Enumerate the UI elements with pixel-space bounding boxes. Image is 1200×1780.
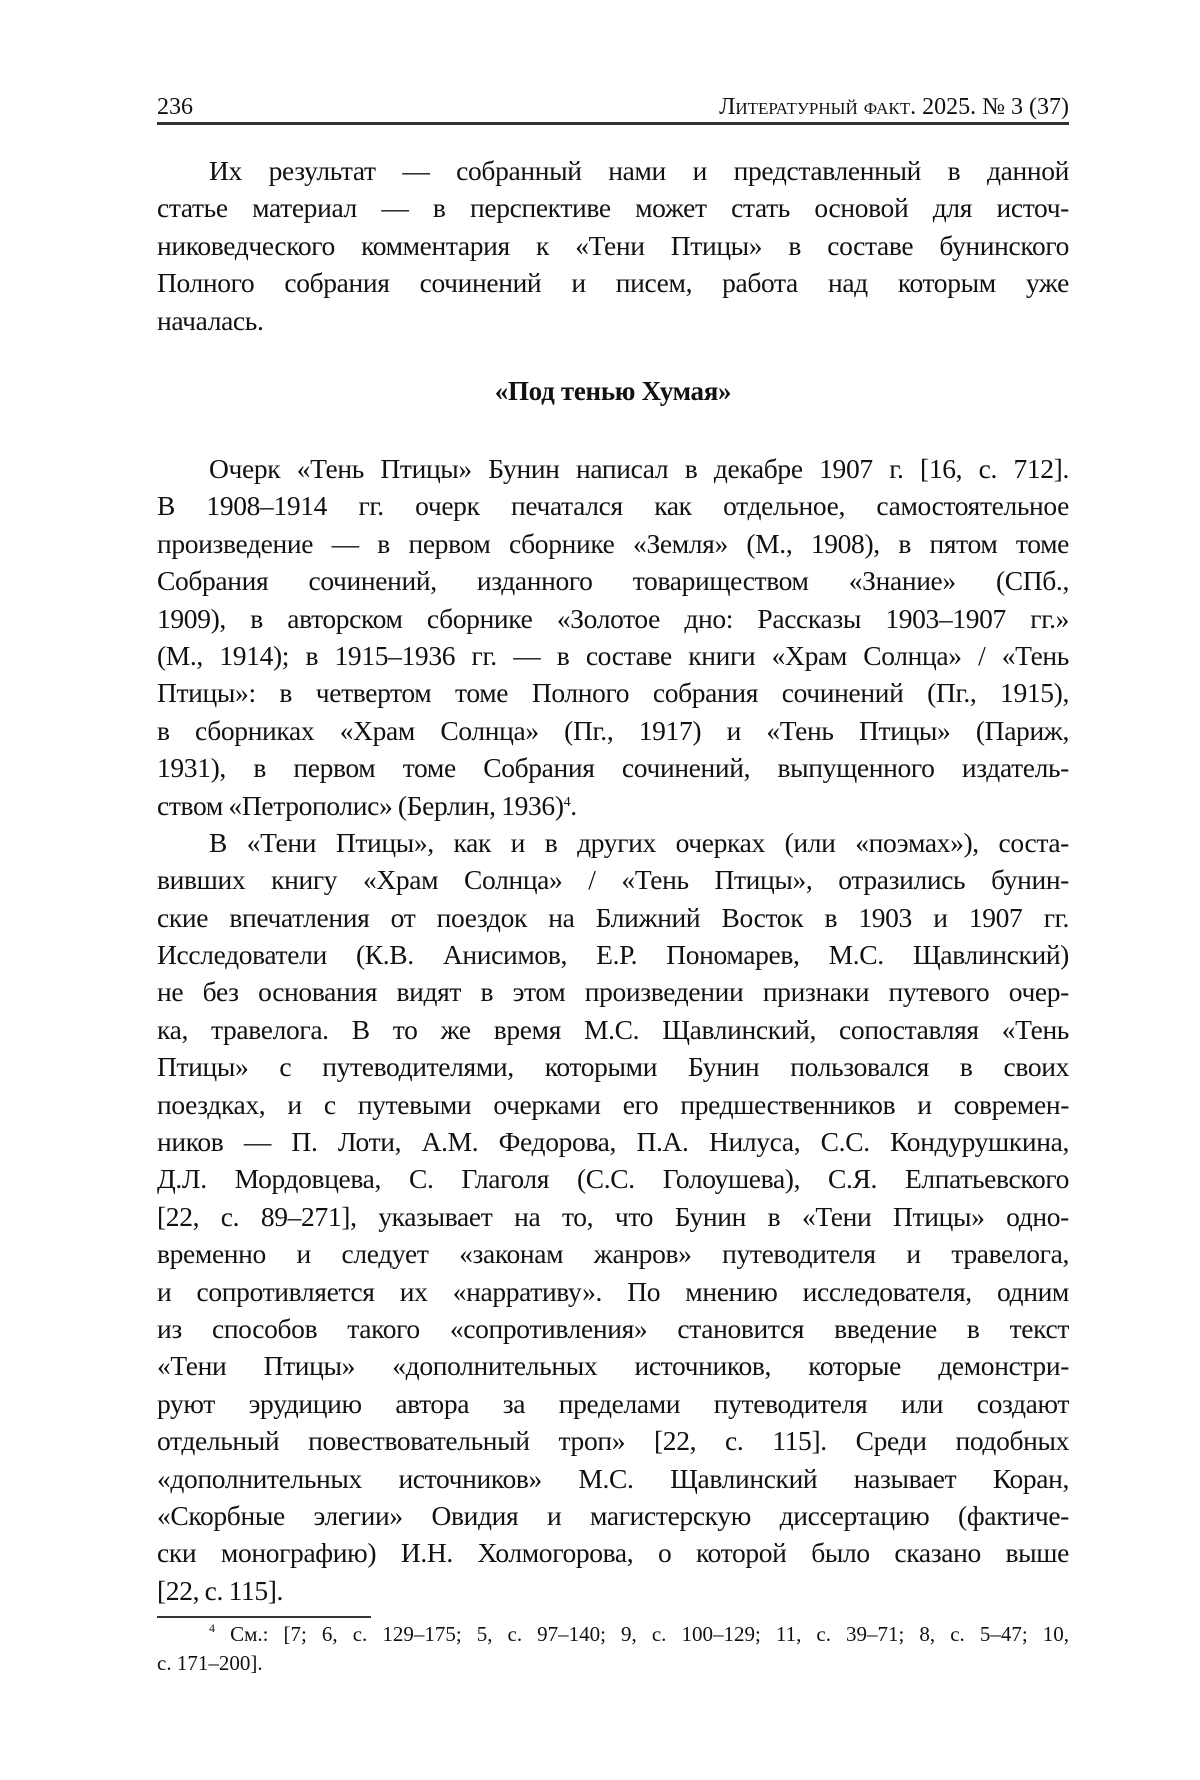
footnote-line	[157, 1649, 1069, 1678]
text-line	[157, 302, 1069, 339]
line-text: из способов такого «сопротивления» становится введение в текст	[157, 1312, 1069, 1344]
text-line	[157, 637, 1069, 674]
line-text: вивших книгу «Храм Солнца» / «Тень Птицы», отразились бунин-	[157, 864, 1069, 896]
text-line	[157, 1160, 1069, 1197]
text-line	[157, 525, 1069, 562]
footnote-text: См.: [7; 6, с. 129–175; 5, с. 97–140; 9, с. 100–129; 11, с. 39–71; 8, с. 5–47; 10,	[230, 1622, 1069, 1646]
text-line	[157, 1460, 1069, 1497]
line-text: никоведческого комментария к «Тени Птицы» в составе бунинского	[157, 229, 1069, 261]
text-line	[157, 1422, 1069, 1459]
text-line	[157, 1011, 1069, 1048]
text-line	[157, 1385, 1069, 1422]
text-line	[157, 1086, 1069, 1123]
footnote-reference[interactable]: 4	[563, 794, 571, 810]
line-text: не без основания видят в этом произведении признаки путевого очер-	[157, 976, 1069, 1008]
line-text: 1909), в авторском сборнике «Золотое дно: Рассказы 1903–1907 гг.»	[157, 602, 1069, 634]
line-text: в сборниках «Храм Солнца» (Пг., 1917) и «Тень Птицы» (Париж,	[157, 714, 1069, 746]
text-line	[157, 1048, 1069, 1085]
text-line	[157, 973, 1069, 1010]
footnote-mark: 4	[209, 1621, 215, 1635]
text-line	[157, 450, 1069, 487]
section-heading: «Под тенью Хумая»	[494, 376, 732, 406]
line-text: ством «Петрополис» (Берлин, 1936)	[157, 789, 564, 821]
line-text: В «Тени Птицы», как и в других очерках (или «поэмах»), соста-	[209, 826, 1069, 858]
line-text: (М., 1914); в 1915–1936 гг. — в составе книги «Храм Солнца» / «Тень	[157, 639, 1069, 671]
text-line	[157, 787, 1069, 824]
line-text: статье материал — в перспективе может стать основой для источ-	[157, 192, 1069, 224]
text-line	[157, 264, 1069, 301]
line-text: ские впечатления от поездок на Ближний Восток в 1903 и 1907 гг.	[157, 901, 1069, 933]
running-title: Литературный факт. 2025. № 3 (37)	[719, 94, 1069, 120]
line-text: «Тени Птицы» «дополнительных источников, которые демонстри-	[157, 1350, 1069, 1382]
text-line	[157, 1198, 1069, 1235]
line-text: Птицы» с путеводителями, которыми Бунин пользовался в своих	[157, 1051, 1069, 1083]
line-text: Птицы»: в четвертом томе Полного собрания сочинений (Пг., 1915),	[157, 677, 1069, 709]
line-text: Собрания сочинений, изданного товариществом «Знание» (СПб.,	[157, 565, 1069, 597]
text-line	[157, 674, 1069, 711]
text-line	[157, 189, 1069, 226]
line-text: «Скорбные элегии» Овидия и магистерскую диссертацию (фактиче-	[157, 1499, 1069, 1531]
footnote-line	[157, 1620, 1069, 1649]
line-text: [22, с. 89–271], указывает на то, что Бунин в «Тени Птицы» одно-	[157, 1200, 1069, 1232]
body-text	[157, 450, 1069, 1609]
text-line	[157, 1534, 1069, 1571]
line-text: [22, с. 115].	[157, 1574, 284, 1606]
line-text: и сопротивляется их «нарративу». По мнению исследователя, одним	[157, 1275, 1069, 1307]
text-line	[157, 861, 1069, 898]
line-text: Исследователи (К.В. Анисимов, Е.Р. Пономарев, М.С. Щавлинский)	[157, 939, 1069, 971]
line-text: «дополнительных источников» М.С. Щавлинский называет Коран,	[157, 1462, 1069, 1494]
text-line	[157, 1310, 1069, 1347]
footnote-text: с. 171–200].	[157, 1651, 263, 1675]
header-rule	[157, 122, 1069, 125]
line-text: поездках, и с путевыми очерками его предшественников и современ-	[157, 1088, 1069, 1120]
line-text: Очерк «Тень Птицы» Бунин написал в декабре 1907 г. [16, с. 712].	[209, 453, 1069, 484]
text-line	[157, 1347, 1069, 1384]
text-line	[157, 1572, 1069, 1609]
text-line	[157, 1235, 1069, 1272]
line-text: .	[570, 789, 577, 821]
page-number: 236	[157, 94, 193, 120]
line-text: Д.Л. Мордовцева, С. Глаголя (С.С. Голоушева), С.Я. Елпатьевского	[157, 1163, 1069, 1195]
text-line	[157, 1273, 1069, 1310]
line-text: началась.	[157, 304, 264, 336]
line-text: произведение — в первом сборнике «Земля» (М., 1908), в пятом томе	[157, 527, 1069, 559]
line-text: 1931), в первом томе Собрания сочинений, выпущенного издатель-	[157, 752, 1069, 784]
line-text: ски монографию) И.Н. Холмогорова, о которой было сказано выше	[157, 1537, 1069, 1569]
text-line	[157, 562, 1069, 599]
line-text: В 1908–1914 гг. очерк печатался как отдельное, самостоятельное	[157, 490, 1069, 522]
text-line	[157, 1497, 1069, 1534]
line-text: руют эрудицию автора за пределами путеводителя или создают	[157, 1387, 1069, 1419]
line-text: ка, травелога. В то же время М.С. Щавлинский, сопоставляя «Тень	[157, 1013, 1069, 1045]
text-line	[157, 600, 1069, 637]
footnote	[157, 1620, 1069, 1678]
footnote-rule	[157, 1616, 371, 1618]
text-line	[157, 824, 1069, 861]
text-line	[157, 899, 1069, 936]
line-text: временно и следует «законам жанров» путеводителя и травелога,	[157, 1238, 1069, 1270]
line-text: ников — П. Лоти, А.М. Федорова, П.А. Нилуса, С.С. Кондурушкина,	[157, 1126, 1069, 1158]
text-line	[157, 712, 1069, 749]
text-line	[157, 152, 1069, 189]
line-text: Полного собрания сочинений и писем, работа над которым уже	[157, 267, 1069, 299]
text-line	[157, 487, 1069, 524]
text-line	[157, 749, 1069, 786]
line-text: отдельный повествовательный троп» [22, с. 115]. Среди подобных	[157, 1425, 1069, 1457]
text-line	[157, 227, 1069, 264]
paragraph-1	[157, 152, 1069, 339]
text-line	[157, 936, 1069, 973]
line-text: Их результат — собранный нами и представленный в данной	[209, 155, 1069, 186]
text-line	[157, 1123, 1069, 1160]
